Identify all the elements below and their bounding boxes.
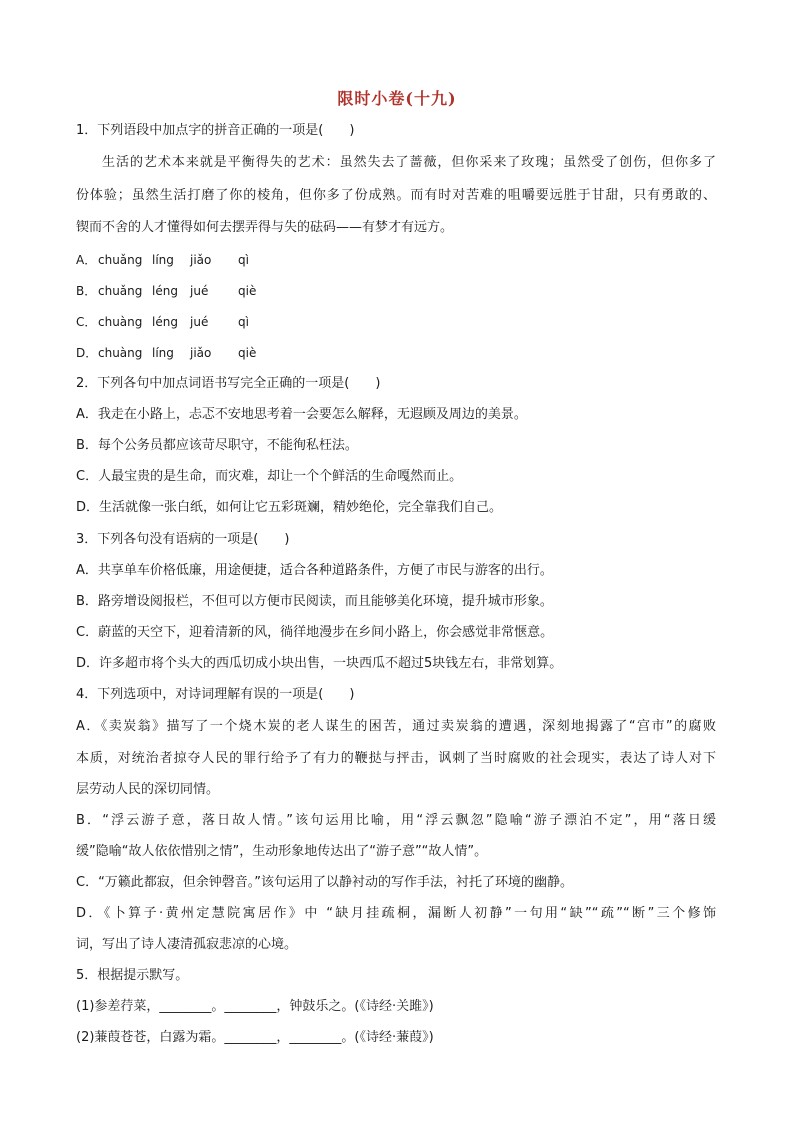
pinyin-4: qiè [238, 284, 257, 298]
q4-option-a-line-3: 层劳动人民的深切同情。 [76, 782, 220, 797]
q2-option-b: B．每个公务员都应该苛尽职守，不能徇私枉法。 [76, 438, 358, 453]
pinyin-4: qì [238, 315, 249, 329]
q4-stem: 4．下列选项中，对诗词理解有误的一项是( ) [76, 687, 355, 702]
q1-passage-line-2: 份体验；虽然生活打磨了你的棱角，但你多了份成熟。而有时对苦难的咀嚼要远胜于甘甜，只有勇敢的、 [76, 188, 716, 203]
q1-option-a [76, 251, 249, 269]
q4-option-b-line-2: 缓”隐喻“故人依依惜别之情”，生动形象地传达出了“游子意”“故人情”。 [76, 844, 488, 859]
q2-option-d: D．生活就像一张白纸，如何让它五彩斑斓，精妙绝伦，完全靠我们自己。 [76, 500, 503, 515]
q2-option-a: A．我走在小路上，忐忑不安地思考着一会要怎么解释，无遐顾及周边的美景。 [76, 407, 527, 422]
page-title: 限时小卷(十九) [337, 89, 457, 108]
q4-option-d-line-2: 词，写出了诗人凄清孤寂悲凉的心境。 [76, 937, 298, 952]
pinyin-1: chuàng [98, 315, 143, 329]
q2-option-c: C．人最宝贵的是生命，而灾难，却让一个个鲜活的生命嘎然而止。 [76, 469, 463, 484]
q4-option-b-line-1: B．“浮云游子意，落日故人情。”该句运用比喻，用“浮云飘忽”隐喻“游子漂泊不定”，用“落日缓 [76, 813, 716, 828]
q3-stem: 3．下列各句没有语病的一项是( ) [76, 532, 290, 547]
pinyin-4: qì [238, 253, 249, 267]
pinyin-1: chuǎng [98, 284, 143, 298]
pinyin-2: líng [152, 346, 174, 360]
pinyin-3: jiǎo [190, 346, 212, 360]
q4-option-a-line-2: 本质，对统治者掠夺人民的罪行给予了有力的鞭挞与抨击，讽刺了当时腐败的社会现实，表达了诗人对下 [76, 751, 716, 766]
pinyin-4: qiè [238, 346, 257, 360]
option-letter: D． [76, 346, 98, 360]
q5-stem: 5．根据提示默写。 [76, 968, 189, 983]
option-letter: B． [76, 284, 97, 298]
q3-option-a: A．共享单车价格低廉，用途便捷，适合各种道路条件，方便了市民与游客的出行。 [76, 563, 553, 578]
q1-passage-line-1: 生活的艺术本来就是平衡得失的艺术：虽然失去了蔷薇，但你采来了玫瑰；虽然受了创伤，但你多了 [102, 155, 716, 170]
q4-option-a-line-1: A．《卖炭翁》描写了一个烧木炭的老人谋生的困苦，通过卖炭翁的遭遇，深刻地揭露了“宫市”的腐败 [76, 719, 716, 734]
pinyin-1: chuàng [98, 346, 143, 360]
q1-option-d [76, 344, 256, 362]
pinyin-2: léng [152, 284, 178, 298]
q1-stem: 1．下列语段中加点字的拼音正确的一项是( ) [76, 123, 355, 138]
q3-option-d: D．许多超市将个头大的西瓜切成小块出售，一块西瓜不超过5块钱左右，非常划算。 [76, 656, 563, 671]
pinyin-3: jué [190, 284, 209, 298]
option-letter: C． [76, 315, 97, 329]
q5-item-1: (1)参差荇菜，________。________，钟鼓乐之。(《诗经·关雎》) [76, 999, 434, 1014]
q3-option-b: B．路旁增设阅报栏，不但可以方便市民阅读，而且能够美化环境，提升城市形象。 [76, 594, 553, 609]
q1-passage-line-3: 锲而不舍的人才懂得如何去摆弄得与失的砝码——有梦才有远方。 [76, 220, 454, 235]
option-letter: A． [76, 253, 97, 267]
q4-option-d-line-1: D．《卜算子·黄州定慧院寓居作》中 “缺月挂疏桐，漏断人初静”一句用“缺”“疏”“断”三个修饰 [76, 906, 716, 921]
q5-item-2: (2)蒹葭苍苍，白露为霜。________，________。(《诗经·蒹葭》) [76, 1030, 434, 1045]
q1-option-c [76, 313, 249, 331]
pinyin-1: chuǎng [98, 253, 143, 267]
q1-option-b [76, 282, 256, 300]
q3-option-c: C．蔚蓝的天空下，迎着清新的风，徜徉地漫步在乡间小路上，你会感觉非常惬意。 [76, 625, 554, 640]
pinyin-2: líng [152, 253, 174, 267]
pinyin-2: léng [152, 315, 178, 329]
q4-option-c: C．“万籁此都寂，但余钟磬音。”该句运用了以静衬动的写作手法，衬托了环境的幽静。 [76, 875, 574, 890]
q2-stem: 2．下列各句中加点词语书写完全正确的一项是( ) [76, 376, 381, 391]
pinyin-3: jué [190, 315, 209, 329]
pinyin-3: jiǎo [190, 253, 212, 267]
